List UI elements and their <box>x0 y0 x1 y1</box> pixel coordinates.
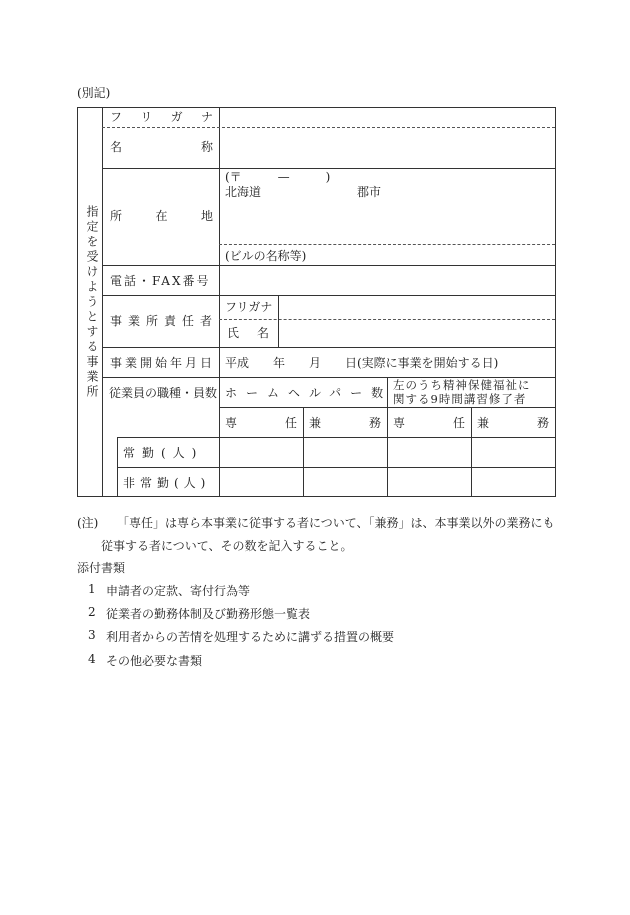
name-char: 名 <box>110 140 123 154</box>
concurrent-char: 務 <box>368 416 381 430</box>
name-char: 称 <box>200 140 213 154</box>
row-line-address <box>102 265 555 266</box>
concurrent-char: 兼 <box>309 416 322 430</box>
furigana-char: ガ <box>170 110 183 124</box>
concurrent-header <box>309 416 381 430</box>
mental-health-label-1: 左のうち精神保健福祉に <box>393 378 531 392</box>
note-prefix: (注) <box>77 516 99 530</box>
attachment-item: 従業者の勤務体制及び勤務形態一覧表 <box>106 607 311 621</box>
staff-label-divider <box>219 407 220 497</box>
address-char: 所 <box>110 209 123 223</box>
phone-fax-label: 電話・FAX番号 <box>110 274 211 288</box>
row-line-phone <box>102 295 555 296</box>
section-label-vertical: 指定を受けようとする事業所 <box>85 205 99 400</box>
concurrent-char: 務 <box>536 416 549 430</box>
fulltime-header-2 <box>393 416 465 430</box>
manager-label: 事業所責任者 <box>110 314 219 328</box>
attachment-item: 利用者からの苦情を処理するために講ずる措置の概要 <box>106 630 395 644</box>
note-line-2: 従事する者について、その数を記入すること。 <box>101 539 353 553</box>
attachment-item: 申請者の定款、寄付行為等 <box>106 584 251 598</box>
staff-label: 従業員の職種・員数 <box>109 386 218 400</box>
address-line: 北海道 郡市 <box>225 185 382 199</box>
postal-code-line: (〒 — ) <box>225 170 331 184</box>
form-heading: (別記) <box>77 86 111 100</box>
address-char: 地 <box>200 209 213 223</box>
start-date-value: 平成 年 月 日(実際に事業を開始する日) <box>225 356 499 370</box>
label-column-divider <box>219 107 220 412</box>
concurrent-header-2 <box>477 416 549 430</box>
home-helper-label: ホームヘルパー数 <box>225 386 393 400</box>
fulltime-char: 専 <box>393 416 406 430</box>
address-label <box>110 209 213 223</box>
row-line-subheader <box>117 437 555 438</box>
building-note: (ビルの名称等) <box>225 249 307 263</box>
building-dashed-line <box>219 244 555 245</box>
row-line-fulltime <box>117 467 555 468</box>
furigana-dashed-line <box>102 127 555 128</box>
fulltime-char: 任 <box>284 416 297 430</box>
attachment-number: 3 <box>88 628 96 642</box>
manager-name-char: 氏 <box>227 326 240 340</box>
fulltime-row-label: 常勤(人) <box>123 446 204 460</box>
parttime-row-label: 非常勤(人) <box>123 476 211 490</box>
name-label <box>110 140 213 154</box>
fulltime-char: 専 <box>225 416 238 430</box>
furigana-label <box>110 110 213 124</box>
table-border-left <box>77 107 78 497</box>
fulltime-char: 任 <box>452 416 465 430</box>
furigana-char: ナ <box>200 110 213 124</box>
manager-subcolumn-divider <box>278 295 279 347</box>
staff-indent-divider <box>117 437 118 497</box>
manager-dashed-line <box>219 319 555 320</box>
table-border-right <box>555 107 556 497</box>
attachment-number: 2 <box>88 605 96 619</box>
manager-name-char: 名 <box>256 326 269 340</box>
furigana-char: フ <box>110 110 123 124</box>
attachment-number: 4 <box>88 652 96 666</box>
attachment-item: その他必要な書類 <box>106 654 203 668</box>
concurrent-char: 兼 <box>477 416 490 430</box>
section-column-divider <box>102 107 103 497</box>
address-char: 在 <box>155 209 168 223</box>
row-line-manager <box>102 347 555 348</box>
helper-subdivider <box>303 407 304 497</box>
fulltime-header <box>225 416 297 430</box>
furigana-char: リ <box>140 110 153 124</box>
row-line-name <box>102 168 555 169</box>
attachments-title: 添付書類 <box>77 561 126 575</box>
mental-health-label-2: 関する9時間講習修了者 <box>393 392 527 406</box>
manager-furigana-label: フリガナ <box>225 300 273 314</box>
attachment-number: 1 <box>88 582 96 596</box>
note-line-1: 「専任」は専ら本事業に従事する者について、「兼務」は、本事業以外の業務にも <box>117 516 555 530</box>
table-border-top <box>77 107 556 108</box>
start-date-label: 事業開始年月日 <box>110 356 216 370</box>
manager-name-label <box>227 326 269 340</box>
mental-subdivider <box>471 407 472 497</box>
establishment-table <box>77 107 556 497</box>
table-border-bottom <box>77 496 556 497</box>
